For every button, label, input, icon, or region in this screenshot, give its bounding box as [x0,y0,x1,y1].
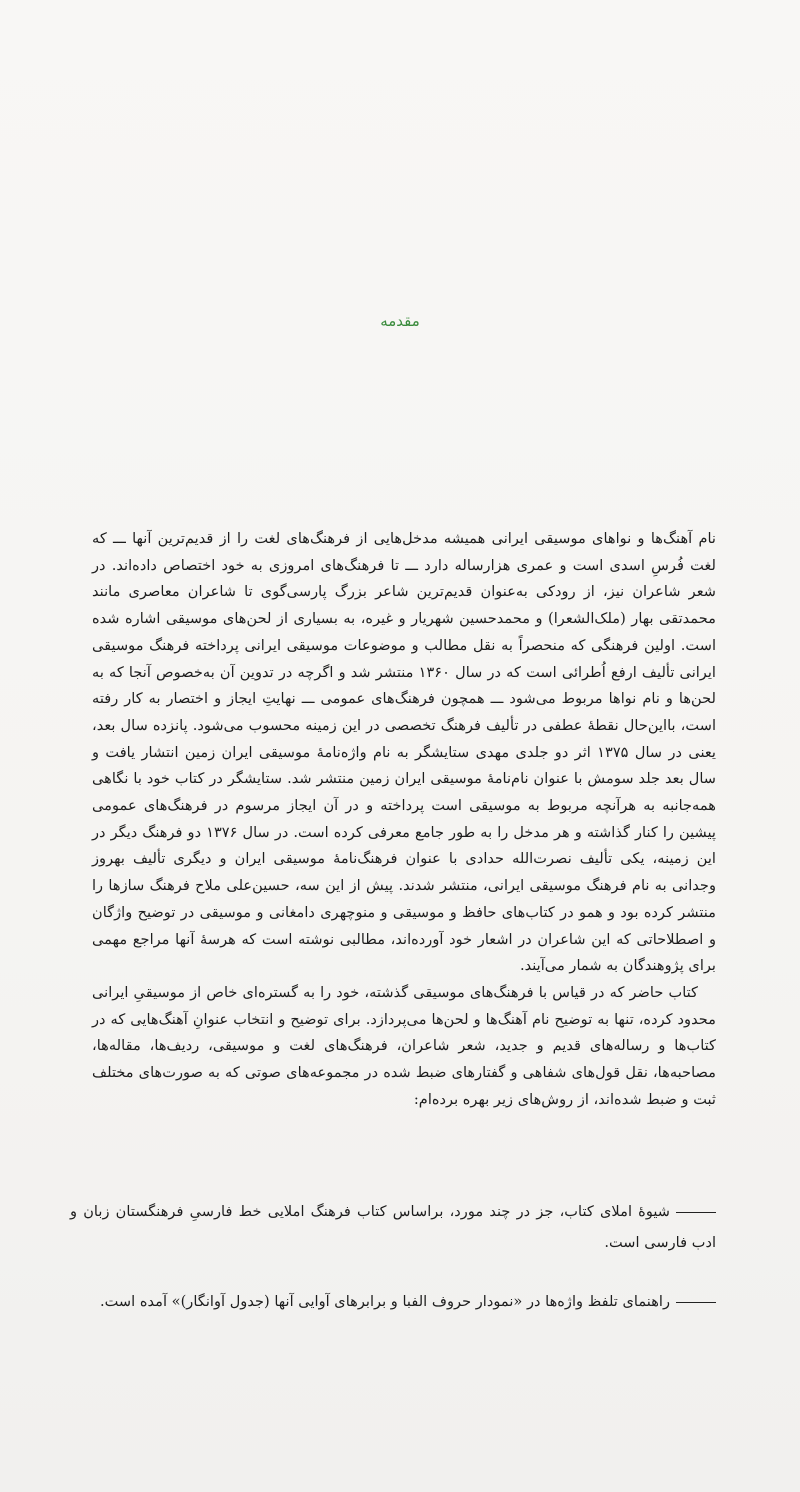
dash-marker [676,1302,716,1303]
list-item [70,1286,716,1317]
list-item-text: راهنمای تلفظ واژه‌ها در «نمودار حروف الفبا و برابرهای آوایی آنها (جدول آوانگار)» آمده است. [99,1293,670,1310]
dash-marker [676,1212,716,1213]
list-item [70,1196,716,1258]
paragraph-2: کتاب حاضر که در قیاس با فرهنگ‌های موسیقی گذشته، خود را به گستره‌ای خاص از موسیقیِ ایرانی محدود کرده، تنها به توضیح نام آهنگ‌ها و لحن‌ها می‌پردازد. برای توضیح و انتخاب عنوانِ آهنگ‌هایی که در کتاب‌ها و رساله‌های قدیم و جدید، شعر شاعران، فرهنگ‌های لغت و موسیقی، ردیف‌ها، مقاله‌ها، مصاحبه‌ها، نقل قول‌های شفاهی و گفتارهای ضبط شده در مجموعه‌های صوتی که به صورت‌های مختلف ثبت و ضبط شده‌اند، از روش‌های زیر بهره برده‌ام: [92,983,716,1108]
page-title: مقدمه [380,312,420,330]
paragraph-1: نام آهنگ‌ها و نواهای موسیقی ایرانی همیشه مدخل‌هایی از فرهنگ‌های لغت را از قدیم‌ترین آنها ـــ که لغت فُرسِ اسدی است و عمری هزارساله دارد ـــ تا فرهنگ‌های امروزی به خود اختصاص داده‌اند. در شعر شاعران نیز، از رودکی به‌عنوان قدیم‌ترین شاعر بزرگ پارسی‌گوی تا شاعران معاصری مانند محمدتقی بهار (ملک‌الشعرا) و محمدحسین شهریار و غیره، به بسیاری از لحن‌های موسیقی اشاره شده است. اولین فرهنگی که منحصراً به نقل مطالب و موضوعات موسیقی ایرانی پرداخته فرهنگ موسیقی ایرانی تألیف ارفع اُطرائی است که در سال ۱۳۶۰ منتشر شد و اگرچه در تدوین آن به‌خصوص آنجا که به لحن‌ها و نام نواها مربوط می‌شود ـــ همچون فرهنگ‌های عمومی ـــ نهایتِ ایجاز و اختصار به کار رفته است، بااین‌حال نقطهٔ عطفی در تألیف فرهنگ تخصصی در این زمینه محسوب می‌شود. پانزده سال بعد، یعنی در سال ۱۳۷۵ اثر دو جلدی مهدی ستایشگر به نام واژه‌نامهٔ موسیقی ایران زمین انتشار یافت و سال بعد جلد سومش با عنوان نام‌نامهٔ موسیقی ایران زمین منتشر شد. ستایشگر در کتاب خود با نگاهی همه‌جانبه به هرآنچه مربوط به موسیقی است پرداخته و در آن ایجاز مرسوم در فرهنگ‌های عمومی پیشین را کنار گذاشته و هر مدخل را به طور جامع معرفی کرده است. در سال ۱۳۷۶ دو فرهنگ دیگر در این زمینه، یکی تألیف نصرت‌الله حدادی با عنوان فرهنگ‌نامهٔ موسیقی ایران و دیگری تألیف بهروز وجدانی به نام فرهنگ موسیقی ایرانی، منتشر شدند. پیش از این سه، حسین‌علی ملاح فرهنگ سازها را منتشر کرده بود و همو در کتاب‌های حافظ و موسیقی و منوچهری دامغانی و موسیقی در توضیح واژگان و اصطلاحاتی که این شاعران در اشعار خود آورده‌اند، مطالبی نوشته است که هرسهٔ آنها مراجع مهمی برای پژوهندگان به شمار می‌آیند. [92,530,716,975]
list-item-text: شیوهٔ املای کتاب، جز در چند مورد، براساس کتاب فرهنگ املایی خط فارسیِ فرهنگستان زبان و ادب فارسی است. [70,1203,716,1251]
introduction-body [92,526,716,1113]
